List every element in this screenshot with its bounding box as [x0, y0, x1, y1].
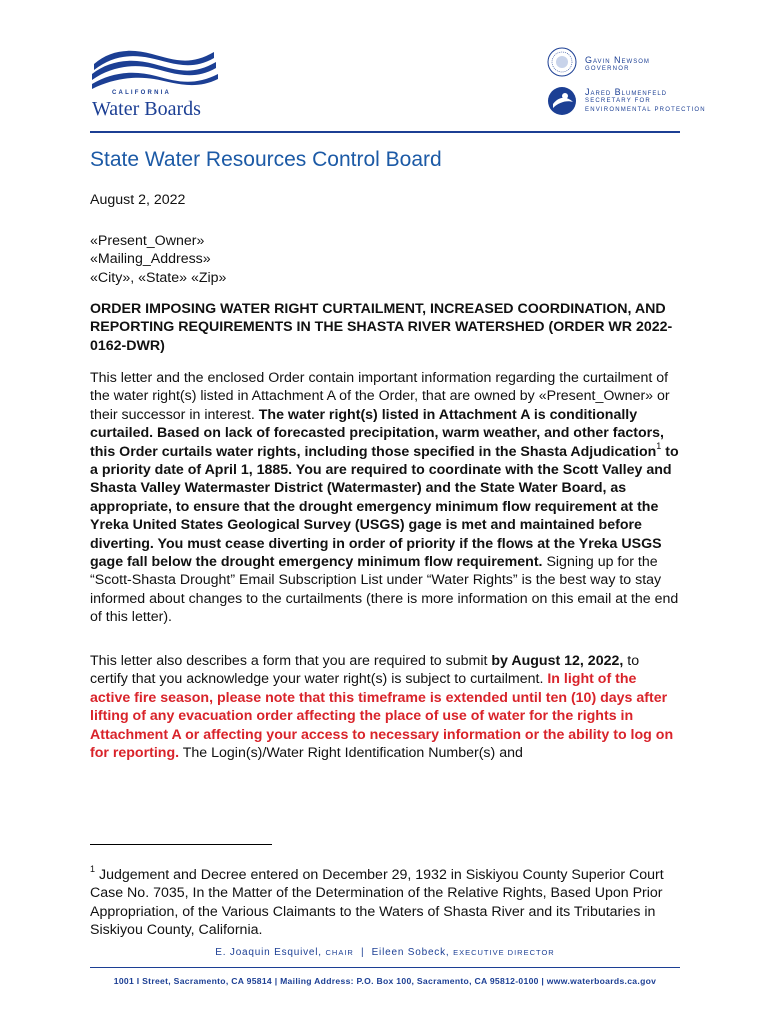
secretary-role-line1: SECRETARY FOR	[585, 98, 651, 104]
leadership-separator: |	[361, 947, 365, 958]
governor-role: GOVERNOR	[585, 66, 630, 72]
header-divider	[90, 131, 680, 133]
waves-icon	[90, 46, 220, 92]
logo-name-text: Water Boards	[92, 98, 201, 120]
chair-role: CHAIR	[325, 948, 354, 957]
letter-date: August 2, 2022	[90, 192, 186, 208]
address-line-city: «City», «State» «Zip»	[90, 269, 227, 286]
logo-state-text: CALIFORNIA	[112, 90, 171, 96]
para1-text-2: Signing up for the “Scott-Shasta Drought” Email Subscription List under “Water Rights” is the best way to stay informed about changes to the curtailments (there is more information on this email at the end of this letter).	[90, 554, 679, 626]
footnote-ref: 1	[656, 440, 662, 451]
chair-name: E. Joaquin Esquivel,	[215, 947, 322, 958]
order-title: ORDER IMPOSING WATER RIGHT CURTAILMENT, INCREASED COORDINATION, AND REPORTING REQUIREMENTS IN THE SHASTA RIVER WATERSHED (ORDER WR 2022-0162-DWR)	[90, 301, 673, 354]
address-line-owner: «Present_Owner»	[90, 233, 205, 249]
para1-bold-2: to a priority date of April 1, 1885. You are required to coordinate with the Scott Valley and Shasta Valley Watermaster District (Watermaster) and the State Water Board, as appropriate, to ensure that the drought emergency minimum flow requirement at the Yreka United States Geological Survey (USGS) gage is met and maintained before diverting. You must cease diverting in order of priority if the flows at the Yreka USGS gage fall below the drought emergency minimum flow requirement.	[90, 443, 679, 571]
secretary-role-line2: ENVIRONMENTAL PROTECTION	[585, 107, 706, 113]
paragraph-2	[90, 652, 680, 762]
footnote	[90, 866, 680, 940]
water-boards-logo	[90, 46, 220, 122]
address-line-mailing: «Mailing_Address»	[90, 251, 211, 268]
state-seal-icon	[547, 47, 577, 77]
para2-deadline: by August 12, 2022,	[491, 653, 624, 669]
footnote-marker: 1	[90, 864, 96, 874]
leadership-line	[90, 947, 680, 958]
para2-fire-notice: In light of the active fire season, please note that this timeframe is extended until ten (10) days after lifting of any evacuation order affecting the place of use of water for the rights in Attachment A or affecting your access to necessary information or the ability to log on for reporting.	[90, 671, 674, 762]
address-block	[90, 232, 680, 287]
footnote-text: Judgement and Decree entered on December 29, 1932 in Siskiyou County Superior Court Case No. 7035, In the Matter of the Determination of the Relative Rights, Based Upon Prior Appropriation, of the Various Claimants to the Waters of Shasta River and its Tributaries in Siskiyou County, California.	[90, 867, 664, 939]
para2-text-1: This letter also describes a form that you are required to submit	[90, 653, 492, 669]
footnote-divider	[90, 844, 272, 845]
secretary-name: Jared Blumenfeld	[585, 87, 668, 97]
director-role: EXECUTIVE DIRECTOR	[453, 948, 555, 957]
para1-text-1: This letter and the enclosed Order contain important information regarding the curtailment of the water right(s) listed in Attachment A of the Order, that are owned by «Present_Owner» or their successor in interest.	[90, 370, 670, 423]
governor-block	[585, 56, 650, 74]
para2-text-2: to certify that you acknowledge your water right(s) is subject to curtailment.	[90, 653, 640, 688]
agency-title: State Water Resources Control Board	[90, 148, 442, 171]
footer-divider	[90, 967, 680, 968]
para2-text-3: The Login(s)/Water Right Identification Number(s) and	[179, 745, 523, 762]
para1-bold-1: The water right(s) listed in Attachment A is conditionally curtailed. Based on lack of forecasted precipitation, warm weather, and other factors, this Order curtails water rights, including those specified in the Shasta Adjudication	[90, 406, 664, 460]
calepa-logo-icon	[547, 86, 577, 116]
director-name: Eileen Sobeck,	[371, 947, 450, 958]
governor-name: Gavin Newsom	[585, 55, 650, 65]
paragraph-1	[90, 369, 680, 627]
secretary-block	[585, 88, 706, 115]
footer-address: 1001 I Street, Sacramento, CA 95814 | Mailing Address: P.O. Box 100, Sacramento, CA 95812-0100 | www.waterboards.ca.gov	[113, 976, 657, 986]
